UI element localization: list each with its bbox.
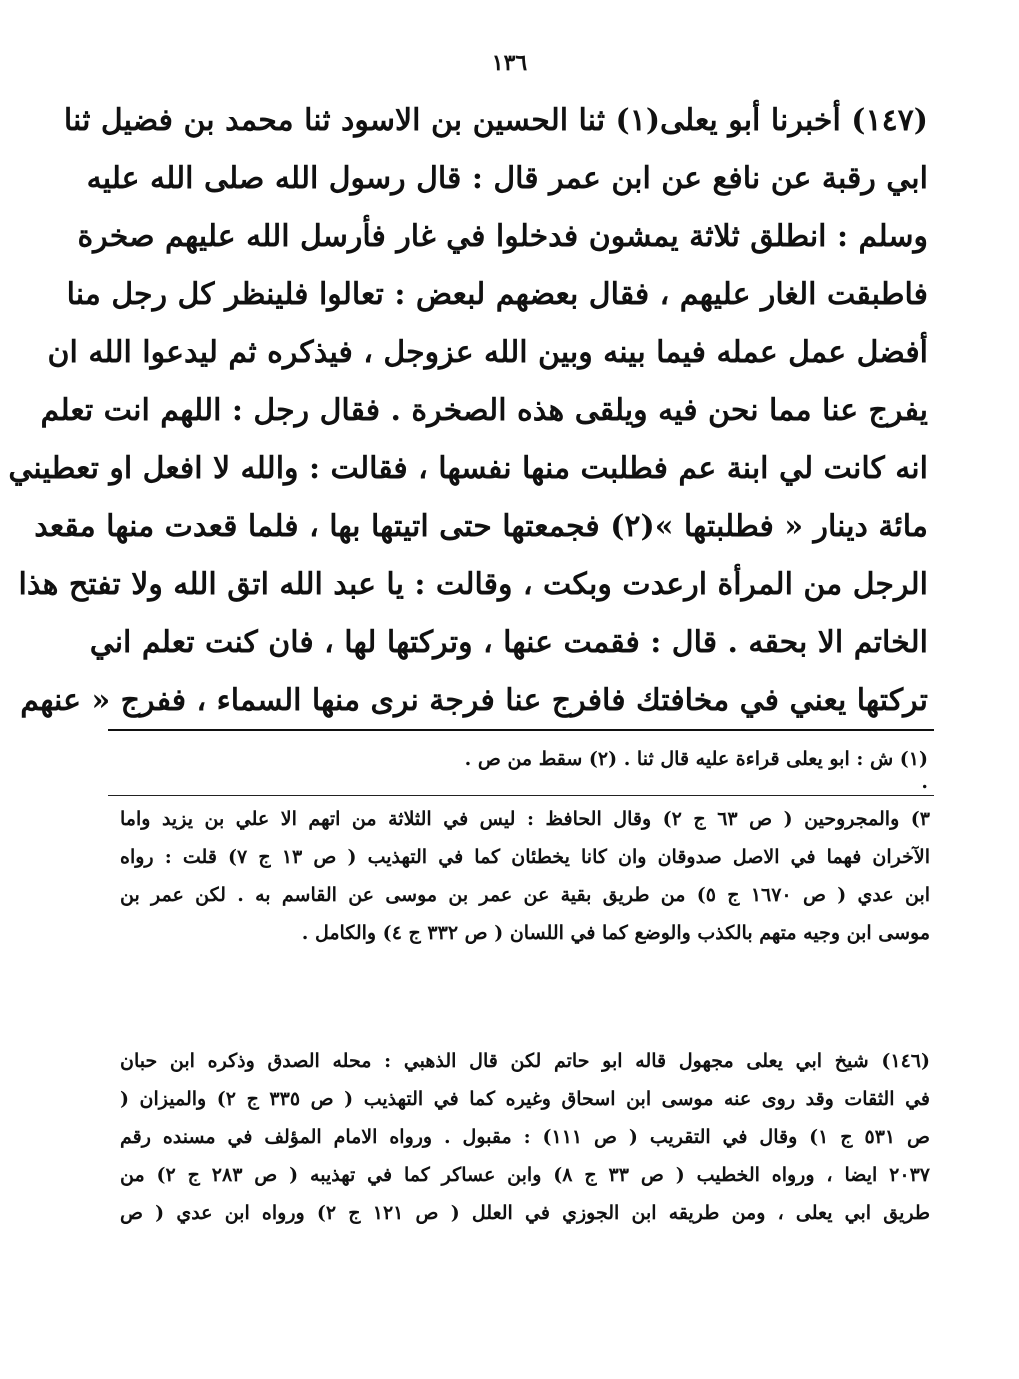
main-text-line: (١٤٧) أخبرنا أبو يعلى(١) ثنا الحسين بن الاسود ثنا محمد بن فضيل ثنا: [63, 103, 928, 138]
main-text-line: فاطبقت الغار عليهم ، فقال بعضهم لبعض : تعالوا فلينظر كل رجل منا: [66, 277, 928, 312]
footnote-divider: [108, 729, 934, 731]
footnotes: [420, 744, 928, 794]
commentary-line: موسى ابن وجيه متهم بالكذب والوضع كما في اللسان ( ص ٣٣٢ ج ٤) والكامل .: [301, 922, 930, 944]
main-text-line: ابي رقبة عن نافع عن ابن عمر قال : قال رسول الله صلى الله عليه: [86, 161, 928, 196]
main-text-line: وسلم : انطلق ثلاثة يمشون فدخلوا في غار فأرسل الله عليهم صخرة: [77, 219, 928, 254]
commentary-line: ص ٥٣١ ج ١) وقال في التقريب ( ص ١١١) : مقبول . ورواه الامام المؤلف في مسنده رقم: [120, 1126, 930, 1148]
main-text-line: يفرج عنا مما نحن فيه ويلقى هذه الصخرة . فقال رجل : اللهم انت تعلم: [40, 393, 928, 428]
commentary-line: ابن عدي ( ص ١٦٧٠ ج ٥) من طريق بقية عن عمر بن موسى عن القاسم به . لكن عمر بن: [120, 884, 931, 906]
main-text-line: الرجل من المرأة ارعدت وبكت ، وقالت : يا عبد الله اتق الله ولا تفتح هذا: [18, 567, 928, 602]
main-text-line: انه كانت لي ابنة عم فطلبت منها نفسها ، فقالت : والله لا افعل او تعطيني: [8, 451, 928, 486]
main-text-line: الخاتم الا بحقه . قال : فقمت عنها ، وتركتها لها ، فان كنت تعلم اني: [89, 625, 928, 660]
commentary-line: في الثقات وقد روى عنه موسى ابن اسحاق وغيره كما في التهذيب ( ص ٣٣٥ ج ٢) والميزان (: [120, 1088, 930, 1110]
commentary-line: ٢٠٣٧ ايضا ، ورواه الخطيب ( ص ٣٣ ج ٨) وابن عساكر كما في تهذيبه ( ص ٢٨٣ ج ٢) من: [120, 1164, 930, 1186]
commentary-block: [120, 1042, 930, 1232]
notes-divider: [108, 795, 934, 796]
footnote-line: .: [921, 771, 928, 793]
page-number: ١٣٦: [491, 50, 528, 76]
main-text: [8, 92, 928, 730]
commentary-line: (١٤٦) شيخ ابي يعلى مجهول قاله ابو حاتم لكن قال الذهبي : محله الصدق وذكره ابن حبان: [120, 1050, 930, 1072]
commentary-line: طريق ابي يعلى ، ومن طريقه ابن الجوزي في العلل ( ص ١٢١ ج ٢) ورواه ابن عدي ( ص: [120, 1202, 930, 1224]
commentary-block: [120, 800, 930, 952]
commentary-line: ٣) والمجروحين ( ص ٦٣ ج ٢) وقال الحافظ : ليس في الثلاثة من اتهم الا علي بن يزيد واما: [120, 808, 930, 830]
commentary-line: الآخران فهما في الاصل صدوقان وان كانا يخطئان كما في التهذيب ( ص ١٣ ج ٧) قلت : رواه: [120, 846, 931, 868]
main-text-line: تركتها يعني في مخافتك فافرج عنا فرجة نرى منها السماء ، ففرج « عنهم: [20, 683, 928, 718]
footnote-line: (١) ش : ابو يعلى قراءة عليه قال ثنا . (٢) سقط من ص .: [464, 748, 928, 770]
main-text-line: أفضل عمل عمله فيما بينه وبين الله عزوجل ، فيذكره ثم ليدعوا الله ان: [47, 335, 928, 370]
main-text-line: مائة دينار « فطلبتها »(٢) فجمعتها حتى اتيتها بها ، فلما قعدت منها مقعد: [34, 509, 928, 544]
